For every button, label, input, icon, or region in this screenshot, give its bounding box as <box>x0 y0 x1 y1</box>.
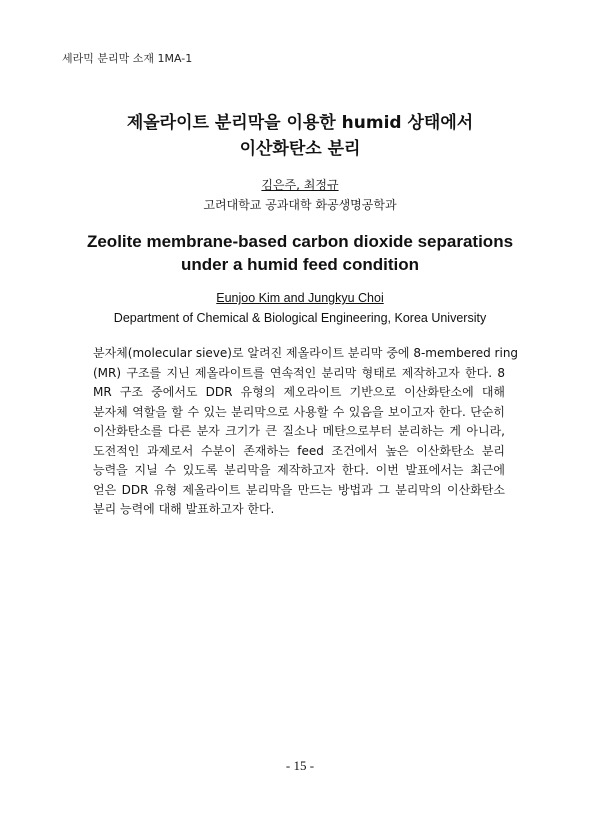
korean-authors <box>0 176 600 193</box>
abstract-line: 이산화탄소를 다른 분자 크기가 큰 질소나 메탄으로부터 분리하는 게 아니라, <box>93 424 505 438</box>
korean-title-line-1: 제올라이트 분리막을 이용한 humid 상태에서 <box>126 113 474 133</box>
abstract-line: 얻은 DDR 유형 제올라이트 분리막을 만드는 방법과 그 분리막의 이산화탄소 <box>93 482 505 497</box>
abstract-line: (MR) 구조를 지닌 제올라이트를 연속적인 분리막 형태로 제작하고자 한다. 8 <box>93 365 505 380</box>
running-header: 세라믹 분리막 소재 1MA-1 <box>62 52 193 65</box>
korean-affiliation: 고려대학교 공과대학 화공생명공학과 <box>203 198 397 212</box>
korean-title-line-2: 이산화탄소 분리 <box>239 139 361 159</box>
abstract-line: 분리 능력에 대해 발표하고자 한다. <box>93 502 275 516</box>
korean-authors-text: 김은주, 최정규 <box>261 178 339 192</box>
abstract-body <box>93 344 519 520</box>
english-authors-text: Eunjoo Kim and Jungkyu Choi <box>216 291 384 305</box>
abstract-line: 능력을 지닐 수 있도록 분리막을 제작하고자 한다. 이번 발표에서는 최근에 <box>93 463 505 477</box>
english-authors <box>0 291 600 305</box>
abstract-line: 도전적인 과제로서 수분이 존재하는 feed 조건에서 높은 이산화탄소 분리 <box>93 443 505 458</box>
english-affiliation: Department of Chemical & Biological Engineering, Korea University <box>113 311 487 325</box>
english-title-line-1: Zeolite membrane-based carbon dioxide separations <box>86 232 514 251</box>
abstract-line: MR 구조 중에서도 DDR 유형의 제오라이트 기반으로 이산화탄소에 대해 <box>93 385 505 399</box>
abstract-line: 분자체(molecular sieve)로 알려진 제올라이트 분리막 중에 8-membered ring <box>93 346 519 360</box>
abstract-line: 분자체 역할을 할 수 있는 분리막으로 사용할 수 있음을 보이고자 한다. 단순히 <box>93 404 505 419</box>
page-number: - 15 - <box>285 758 315 773</box>
english-title-line-2: under a humid feed condition <box>181 255 419 274</box>
